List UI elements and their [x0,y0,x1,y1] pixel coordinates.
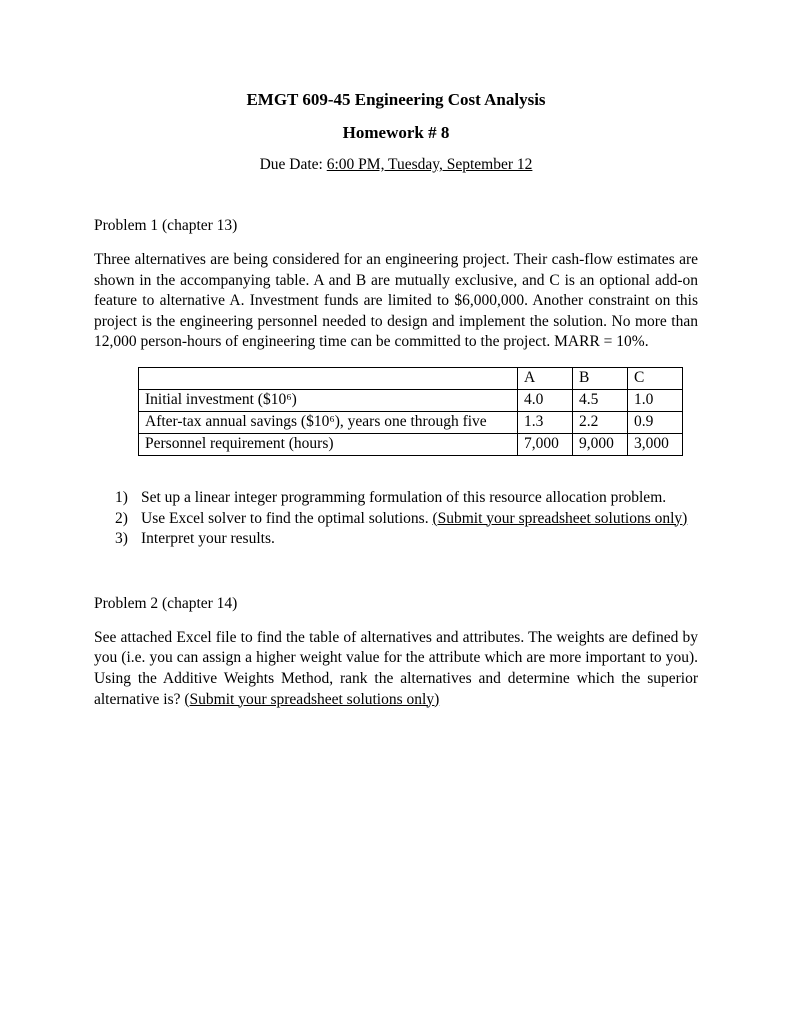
due-date-label: Due Date: [259,156,327,173]
table-row [139,389,683,411]
problem1-paragraph: Three alternatives are being considered for an engineering project. Their cash-flow estimates are shown in the accompanying table. A and B are mutually exclusive, and C is an optional add-on feature to alternative A. Investment funds are limited to $6,000,000. Another constraint on this project is the engineering personnel needed to design and implement the solution. No more than 12,000 person-hours of engineering time can be committed to the project. MARR = 10%. [94,251,698,351]
item-number: 2) [115,509,128,527]
row-label: Personnel requirement (hours) [139,433,518,455]
row-label: After-tax annual savings ($10⁶), years one through five [139,411,518,433]
column-header-blank [139,367,518,389]
item-text: Interpret your results. [141,530,275,548]
cell-c: 1.0 [628,389,683,411]
list-item [115,509,698,530]
problem2-underlined-note: (Submit your spreadsheet solutions only) [184,690,440,708]
item-underlined-note: (Submit your spreadsheet solutions only) [432,509,688,527]
cell-a: 4.0 [518,389,573,411]
cell-b: 2.2 [573,411,628,433]
table-header-row [139,367,683,389]
due-date-line [94,156,698,174]
cell-c: 0.9 [628,411,683,433]
item-text-wrap [141,529,698,550]
cell-b: 4.5 [573,389,628,411]
column-header-a: A [518,367,573,389]
cell-b: 9,000 [573,433,628,455]
item-text: Set up a linear integer programming formulation of this resource allocation problem. [141,488,667,506]
item-number: 1) [115,488,128,506]
list-item [115,529,698,550]
cashflow-table [138,367,683,456]
due-date-value: 6:00 PM, Tuesday, September 12 [326,156,533,173]
cell-a: 7,000 [518,433,573,455]
problem2-heading: Problem 2 (chapter 14) [94,594,238,612]
problem1-heading: Problem 1 (chapter 13) [94,217,238,234]
cell-a: 1.3 [518,411,573,433]
doc-title: EMGT 609-45 Engineering Cost Analysis [246,90,546,109]
table-row [139,433,683,455]
item-text: Use Excel solver to find the optimal solutions. [141,509,433,527]
item-text-wrap [141,488,698,509]
problem2-paragraph [94,628,698,710]
problem2-body-text: See attached Excel file to find the table of alternatives and attributes. The weights are defined by you (i.e. you can assign a higher weight value for the attribute which are more important to you). Using the Additive Weights Method, rank the alternatives and determine which the superior alternative is? [94,628,698,708]
task-list [115,488,698,550]
cell-c: 3,000 [628,433,683,455]
column-header-c: C [628,367,683,389]
item-text-wrap [141,509,698,530]
table-row [139,411,683,433]
row-label: Initial investment ($10⁶) [139,389,518,411]
doc-subtitle: Homework # 8 [342,123,450,142]
column-header-b: B [573,367,628,389]
list-item [115,488,698,509]
item-number: 3) [115,530,128,548]
